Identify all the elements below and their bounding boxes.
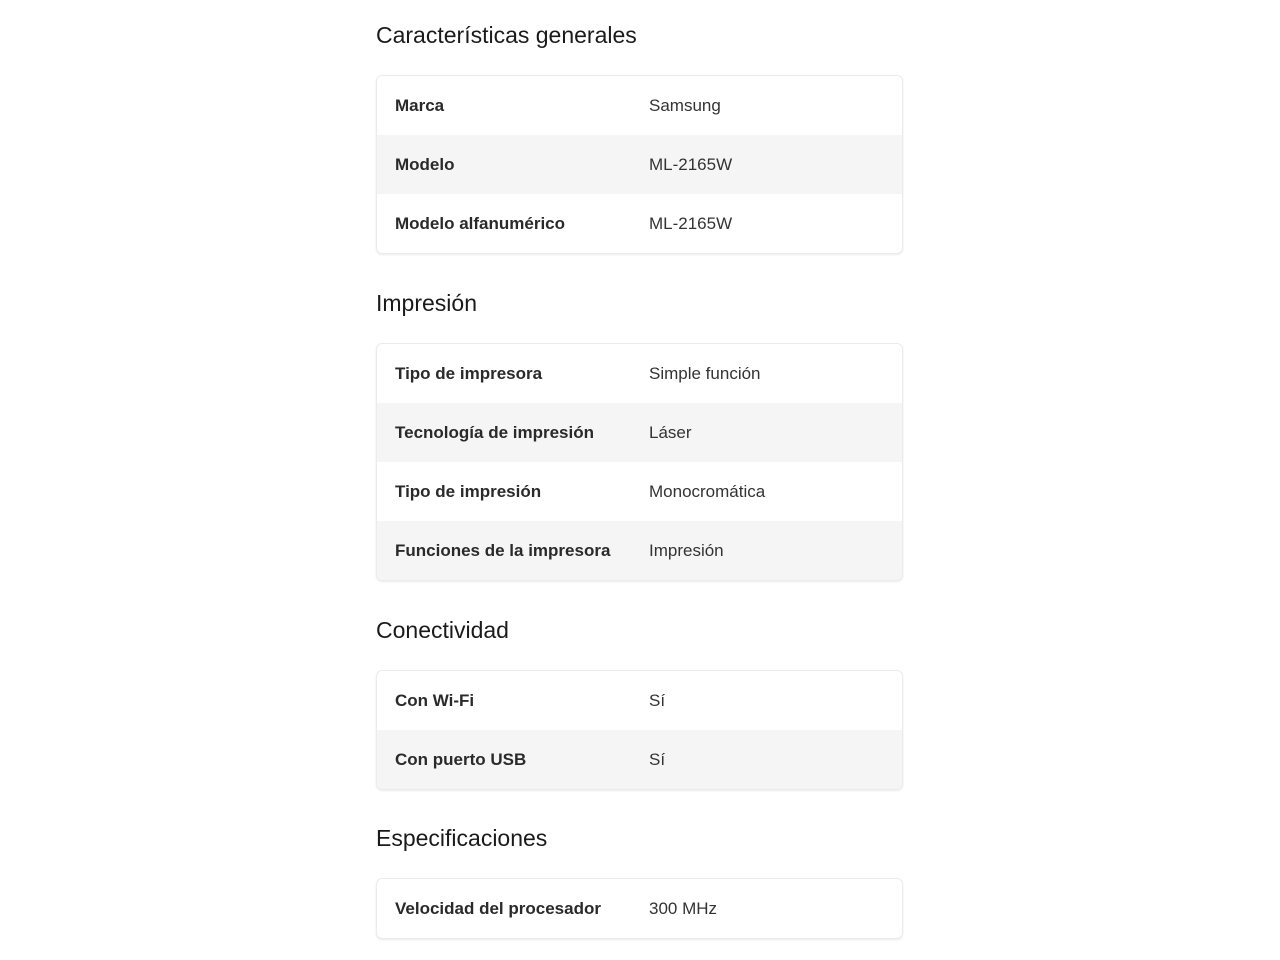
spec-value: Láser xyxy=(649,422,692,442)
spec-row-funciones-de-la-impresora xyxy=(377,521,902,580)
specs-table-especificaciones xyxy=(376,878,903,939)
spec-label: Tecnología de impresión xyxy=(395,422,594,442)
spec-row-tipo-de-impresion xyxy=(377,462,902,521)
spec-row-modelo-alfanumerico xyxy=(377,194,902,253)
spec-row-con-puerto-usb xyxy=(377,730,902,789)
spec-value: Sí xyxy=(649,749,666,769)
section-title-especificaciones: Especificaciones xyxy=(376,825,548,851)
spec-value: ML-2165W xyxy=(649,154,733,174)
spec-label: Modelo xyxy=(395,154,455,174)
spec-label: Con puerto USB xyxy=(395,749,527,769)
section-title-caracteristicas-generales: Características generales xyxy=(376,22,637,48)
spec-value: Sí xyxy=(649,690,666,710)
spec-row-con-wifi xyxy=(377,671,902,730)
spec-row-marca xyxy=(377,76,902,135)
spec-row-tipo-de-impresora xyxy=(377,344,902,403)
specs-table-impresion xyxy=(376,343,903,581)
spec-value: 300 MHz xyxy=(649,898,718,918)
spec-row-modelo xyxy=(377,135,902,194)
spec-value: Monocromática xyxy=(649,481,766,501)
spec-label: Marca xyxy=(395,95,445,115)
spec-row-tecnologia-de-impresion xyxy=(377,403,902,462)
spec-value: ML-2165W xyxy=(649,213,733,233)
spec-row-velocidad-del-procesador xyxy=(377,879,902,938)
spec-label: Tipo de impresora xyxy=(395,363,543,383)
spec-value: Samsung xyxy=(649,95,721,115)
spec-label: Modelo alfanumérico xyxy=(395,213,566,233)
spec-label: Funciones de la impresora xyxy=(395,540,611,560)
specs-table-caracteristicas-generales xyxy=(376,75,903,254)
spec-label: Con Wi-Fi xyxy=(395,690,475,710)
spec-value: Impresión xyxy=(649,540,724,560)
spec-value: Simple función xyxy=(649,363,761,383)
spec-label: Tipo de impresión xyxy=(395,481,542,501)
section-title-impresion: Impresión xyxy=(376,290,477,316)
specs-table-conectividad xyxy=(376,670,903,790)
spec-label: Velocidad del procesador xyxy=(395,898,601,918)
section-title-conectividad: Conectividad xyxy=(376,617,509,643)
